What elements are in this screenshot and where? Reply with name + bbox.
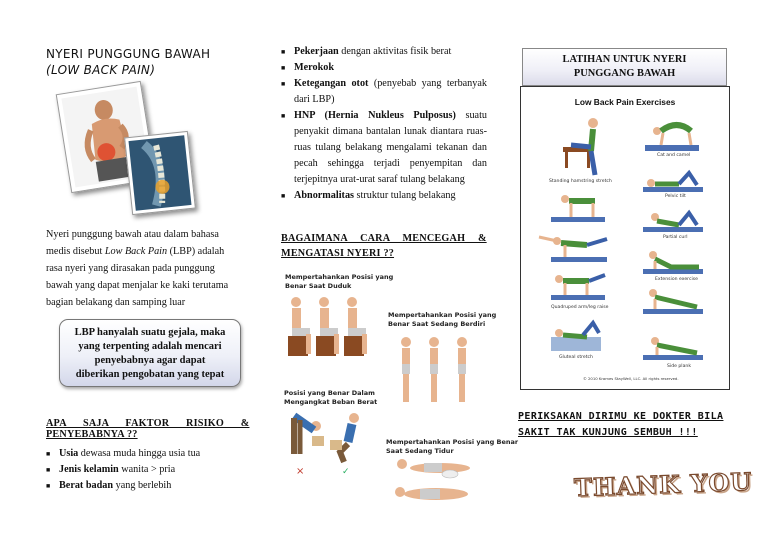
cause-item-bold: HNP (Hernia Nukleus Pulposus) [294, 110, 456, 121]
risk-item-bold: Jenis kelamin [59, 464, 119, 475]
intro-text: (LBP) adalah [167, 246, 225, 257]
sleep-caption-line-2: Saat Sedang Tidur [386, 447, 454, 455]
list-item [46, 478, 252, 494]
exercise-standing-hamstring-figure [563, 118, 598, 175]
spine-xray-photo [124, 131, 196, 215]
risk-heading-line-1 [46, 418, 252, 429]
stand-caption [388, 311, 496, 329]
list-item [281, 188, 487, 204]
exercise-arm-leg-raise-figure [539, 237, 607, 262]
standing-figure [401, 337, 411, 402]
exercise-illustration [520, 86, 730, 390]
sleeping-figure-side [397, 459, 470, 478]
lifting-posture-illustration [286, 404, 376, 478]
list-item [281, 76, 487, 108]
exercise-pelvic-tilt-figure [643, 173, 703, 192]
risk-heading-line-2: PENYEBABNYA ?? [46, 429, 138, 440]
cause-item-text: dengan aktivitas fisik berat [338, 46, 452, 57]
callout-line-4: diberikan pengobatan yang tepat [75, 369, 225, 380]
intro-line-5: bagian belakang dan samping luar [46, 297, 186, 308]
intro-line-3: rasa nyeri yang dirasakan pada punggung [46, 263, 215, 274]
exercise-label: Extension exercise [655, 277, 698, 282]
exercise-box-title-line-2: PUNGGANG BAWAH [573, 68, 676, 79]
lift-caption-line-2: Mengangkat Beban Berat [284, 398, 378, 406]
sitting-figure-2 [316, 297, 339, 356]
exercise-label: Pelvic tilt [665, 194, 686, 199]
risk-heading-text: APA SAJA FAKTOR RISIKO & [46, 418, 250, 429]
intro-text: medis disebut [46, 246, 105, 257]
callout-line-1: LBP hanyalah suatu gejala, maka [74, 327, 226, 338]
risk-heading [46, 418, 252, 440]
wrong-lift-figure [294, 416, 324, 477]
prevent-heading-line-1: BAGAIMANA CARA MENCEGAH & [281, 233, 487, 244]
sitting-figure-1 [288, 297, 311, 356]
sitting-posture-illustration [284, 292, 374, 360]
exercise-label: Cat and camel [657, 153, 691, 158]
standing-figure [429, 337, 439, 402]
standing-figure [457, 337, 467, 402]
panel1-title-line2: (LOW BACK PAIN) [46, 63, 156, 77]
list-item [46, 446, 252, 462]
sit-caption-line-1: Mempertahankan Posisi yang [285, 273, 394, 281]
intro-paragraph [46, 226, 252, 311]
lift-caption-line-1: Posisi yang Benar Dalam [284, 389, 375, 397]
cause-item-bold: Abnormalitas [294, 190, 354, 201]
exercise-extension-figure [643, 251, 703, 274]
exercise-quadruped-figure [551, 195, 605, 222]
exercise-label: Gluteal stretch [559, 355, 593, 360]
risk-item-text: wanita > pria [118, 464, 176, 475]
cause-item-bold: Ketegangan otot [294, 78, 369, 89]
intro-line-1: Nyeri punggung bawah atau dalam bahasa [46, 229, 219, 240]
sleeping-posture-illustration [390, 454, 482, 508]
sleep-caption-line-1: Mempertahankan Posisi yang Benar [386, 438, 519, 446]
list-item [281, 44, 487, 60]
exercise-chart-title: Low Back Pain Exercises [574, 97, 676, 107]
exercise-side-plank-lower-figure [643, 337, 703, 360]
cause-item-bold: Pekerjaan [294, 46, 339, 57]
callout-line-2: yang terpenting adalah mencari [78, 341, 222, 352]
correct-mark: ✓ [342, 467, 350, 477]
thank-you-text: THANK YOU [573, 466, 753, 503]
cause-item-bold: Merokok [294, 62, 334, 73]
wrong-mark: × [296, 466, 305, 477]
sleeping-figure-back [395, 487, 468, 500]
stand-caption-line-2: Benar Saat Sedang Berdiri [388, 320, 486, 328]
prevent-heading-line-2: MENGATASI NYERI ?? [281, 248, 395, 259]
sit-caption [285, 273, 393, 291]
lbp-callout [59, 319, 241, 387]
intro-line-2 [46, 243, 252, 260]
cause-item-text: suatu penyakit dimana bantalan lunak diantara ruas-ruas tulang belakang mengalami tekanan dan pecah sehingga terjadi penyempitan dan terjepitnya urat-urat saraf tulang belakang [294, 110, 487, 185]
list-item [46, 462, 252, 478]
doctor-advice [518, 409, 723, 441]
risk-item-bold: Berat badan [59, 480, 114, 491]
risk-list [46, 446, 252, 494]
risk-item-bold: Usia [59, 448, 79, 459]
exercise-cat-camel-figure [645, 125, 699, 151]
exercise-figures [521, 87, 729, 389]
exercise-box-title-line-1: LATIHAN UNTUK NYERI [562, 54, 687, 65]
sit-caption-line-2: Benar Saat Duduk [285, 282, 352, 290]
exercise-quadruped-raise-figure [551, 275, 605, 300]
intro-line-4: bawah yang dapat menjalar ke kaki terutama [46, 280, 229, 291]
doctor-advice-line-1: PERIKSAKAN DIRIMU KE DOKTER BILA [518, 411, 724, 422]
panel1-title-line1: NYERI PUNGGUNG BAWAH [46, 47, 211, 61]
cause-item-text: struktur tulang belakang [354, 190, 456, 201]
sitting-figure-3 [344, 297, 367, 356]
standing-posture-illustration [396, 334, 476, 404]
exercise-label: Quadruped arm/leg raise [551, 305, 609, 310]
exercise-copyright: © 2010 Krames StayWell, LLC. All rights reserved. [583, 376, 679, 381]
exercise-label: Standing hamstring stretch [549, 179, 612, 184]
callout-line-3: penyebabnya agar dapat [94, 355, 206, 366]
risk-item-text: yang berlebih [113, 480, 172, 491]
stand-caption-line-1: Mempertahankan Posisi yang [388, 311, 497, 319]
cause-list [281, 44, 487, 204]
doctor-advice-line-2: SAKIT TAK KUNJUNG SEMBUH !!! [518, 427, 698, 438]
exercise-side-plank-figure [643, 289, 703, 314]
cause-item-text: (penyebab yang terbanyak dari LBP) [294, 78, 487, 105]
exercise-box-title [522, 48, 727, 86]
exercise-label: Partial curl [663, 235, 688, 240]
spine-xray-image [125, 132, 195, 214]
exercise-gluteal-stretch-figure [551, 323, 601, 351]
correct-lift-figure [330, 413, 359, 477]
risk-item-text: dewasa muda hingga usia tua [78, 448, 201, 459]
list-item [281, 108, 487, 188]
prevent-heading [281, 231, 487, 261]
intro-term: Low Back Pain [104, 246, 168, 257]
exercise-partial-curl-figure [643, 213, 703, 232]
list-item [281, 60, 487, 76]
exercise-label: Side plank [667, 364, 691, 369]
